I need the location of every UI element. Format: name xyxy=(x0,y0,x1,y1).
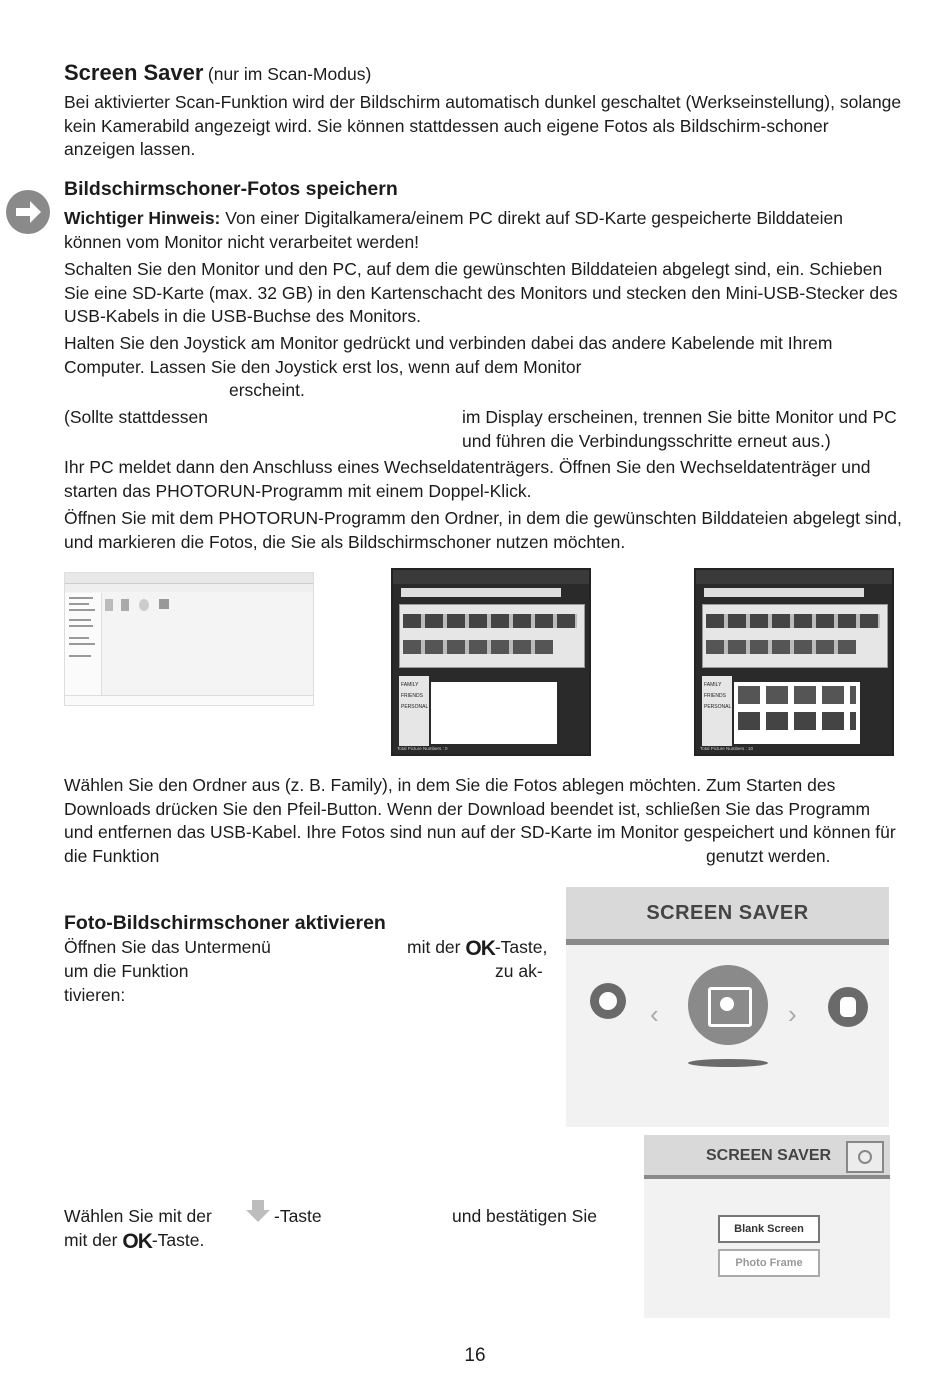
activate-line1-a: Öffnen Sie das Untermenü xyxy=(64,937,271,957)
section-title: Screen Saver xyxy=(64,60,204,85)
with-the-text: mit der xyxy=(407,937,461,957)
menu2-title: SCREEN SAVER xyxy=(644,1135,890,1179)
folder-list-2: FAMILY FRIENDS PERSONAL xyxy=(704,682,732,710)
paragraph-joystick: Halten Sie den Joystick am Monitor gedrückt und verbinden dabei das andere Kabelende mit Ihrem Computer. Lassen Sie den Joystick erst los, wenn auf dem Monitor xyxy=(64,333,833,377)
note-text: Von einer Digitalkamera/einem PC direkt auf SD-Karte gespeicherte Bilddateien können vom Monitor nicht verarbeitet werden! xyxy=(64,208,843,252)
paragraph-connect: Schalten Sie den Monitor und den PC, auf dem die gewünschten Bilddateien abgelegt sind, ein. Schieben Sie eine SD-Karte (max. 32 GB) in den Kartenschacht des Monitors und stecken den Mini-USB-Stecker des USB-Kabels in die USB-Buchse des Monitors. xyxy=(64,259,898,327)
retry-text: im Display erscheinen, trennen Sie bitte Monitor und PC und führen die Verbindungsschritte erneut aus.) xyxy=(462,407,897,451)
explorer-screenshot xyxy=(64,572,314,706)
select-line-d xyxy=(64,1229,364,1254)
menu-screenshot-carousel xyxy=(566,887,889,1127)
activate-line2-a: um die Funktion xyxy=(64,961,189,981)
screen-saver-icon xyxy=(688,965,768,1045)
paragraph-select-photos: Öffnen Sie mit dem PHOTORUN-Programm den Ordner, in dem die gewünschten Bilddateien abgelegt sind, und markieren die Fotos, die Sie als Bildschirmschoner nutzen möchten. xyxy=(64,508,902,552)
screen-saver-small-icon xyxy=(846,1141,884,1173)
activate-line2-b: zu ak- xyxy=(495,961,543,981)
paragraph-download: Wählen Sie den Ordner aus (z. B. Family), in dem Sie die Fotos ablegen möchten. Zum Starten des Downloads drücken Sie den Pfeil-Button. Wenn der Download beendet ist, schließen Sie das Programm und entfernen das USB-Kabel. Ihre Fotos sind nun auf der SD-Karte im Monitor gespeichert und können für die Funktion xyxy=(64,775,896,866)
photorun-status-2: Total Picture Numbers : 10 xyxy=(700,746,754,751)
key-suffix-2: -Taste. xyxy=(151,1230,205,1250)
section-title-suffix: (nur im Scan-Modus) xyxy=(207,64,372,84)
photorun-screenshot-filled xyxy=(694,568,894,756)
option-blank-screen[interactable]: Blank Screen xyxy=(718,1215,820,1243)
important-note xyxy=(64,207,904,254)
select-line-b: -Taste xyxy=(274,1206,322,1226)
activate-line3: tivieren: xyxy=(64,985,126,1005)
activate-line1-b xyxy=(407,936,567,961)
note-arrow-icon xyxy=(6,190,50,234)
intro-paragraph: Bei aktivierter Scan-Funktion wird der Bildschirm automatisch dunkel geschaltet (Werkseinstellung), solange kein Kamerabild angezeigt wird. Sie können stattdessen auch eigene Fotos als Bildschirm-schoner anzeigen lassen. xyxy=(64,92,902,160)
photorun-screenshot-empty xyxy=(391,568,591,756)
folder-list-1: FAMILY FRIENDS PERSONAL xyxy=(401,682,429,710)
select-line-a: Wählen Sie mit der xyxy=(64,1206,212,1226)
menu-screenshot-options xyxy=(644,1135,890,1318)
brightness-icon xyxy=(590,983,626,1019)
paragraph-retry-mid xyxy=(462,406,902,453)
paragraph-retry-start: (Sollte stattdessen xyxy=(64,407,208,427)
screen-saver-heading xyxy=(64,60,904,86)
menu1-title: SCREEN SAVER xyxy=(566,887,889,945)
paragraph-joystick-end: erscheint. xyxy=(229,380,305,400)
photorun-status-1: Total Picture Numbers : 0 xyxy=(397,746,448,751)
ok-key-icon: OK xyxy=(465,937,495,960)
with-the-text-2: mit der xyxy=(64,1230,118,1250)
page-number: 16 xyxy=(464,1345,486,1366)
key-suffix: -Taste, xyxy=(494,937,548,957)
paragraph-drive: Ihr PC meldet dann den Anschluss eines Wechseldatenträgers. Öffnen Sie den Wechseldatenträger und starten das PHOTORUN-Programm mit einem Doppel-Klick. xyxy=(64,457,871,501)
activate-heading: Foto-Bildschirmschoner aktivieren xyxy=(64,912,386,934)
option-photo-frame[interactable]: Photo Frame xyxy=(718,1249,820,1277)
ok-key-icon-2: OK xyxy=(122,1230,152,1253)
motion-icon xyxy=(828,987,868,1027)
paragraph-download-end: genutzt werden. xyxy=(706,846,831,866)
chevron-right-icon: › xyxy=(788,999,797,1029)
note-label: Wichtiger Hinweis: xyxy=(64,208,221,228)
chevron-left-icon: ‹ xyxy=(650,999,659,1029)
save-photos-heading: Bildschirmschoner-Fotos speichern xyxy=(64,178,398,200)
down-arrow-key-icon xyxy=(244,1198,272,1224)
select-line-c: und bestätigen Sie xyxy=(452,1206,597,1226)
